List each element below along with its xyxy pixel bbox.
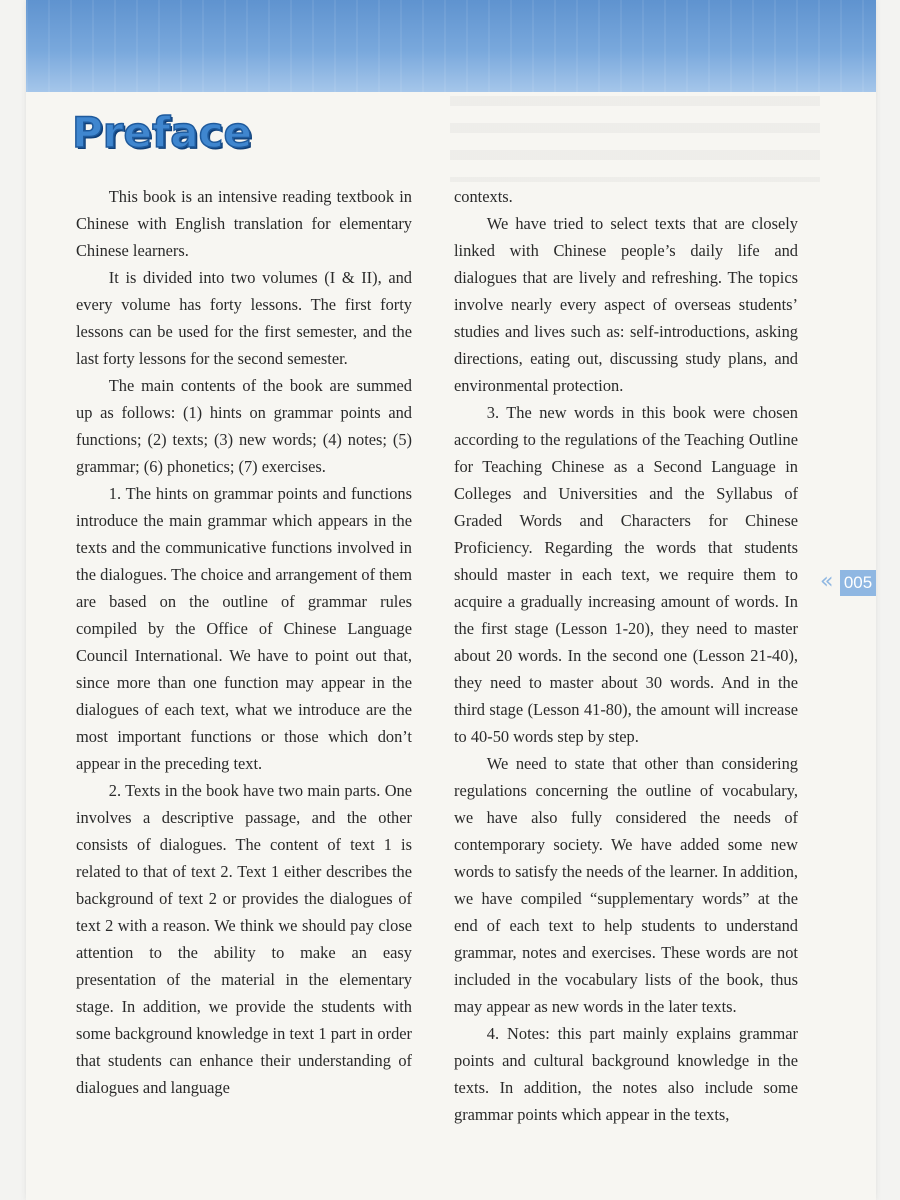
- paragraph: 3. The new words in this book were chosen according to the regulations of the Teaching Outline for Teaching Chinese as a Second Language in Colleges and Universities and the Syllabus of Graded Words and Characters for Chinese Proficiency. Regarding the words that students should master in each text, we require them to acquire a gradually increasing amount of words. In the first stage (Lesson 1-20), they need to master about 20 words. In the second one (Lesson 21-40), they need to master about 30 words. And in the third stage (Lesson 41-80), the amount will increase to 40-50 words step by step.: [454, 403, 798, 746]
- paragraph: The main contents of the book are summed up as follows: (1) hints on grammar points and functions; (2) texts; (3) new words; (4) notes; (5) grammar; (6) phonetics; (7) exercises.: [76, 376, 412, 476]
- paragraph: It is divided into two volumes (I & II), and every volume has forty lessons. The first forty lessons can be used for the first semester, and the last forty lessons for the second semester.: [76, 268, 412, 368]
- header-band: [26, 0, 876, 92]
- paragraph: 2. Texts in the book have two main parts. One involves a descriptive passage, and the other consists of dialogues. The content of text 1 is related to that of text 2. Text 1 either describes the background of text 2 or provides the dialogues of text 2 with a reason. We think we should pay close attention to the ability to make an easy presentation of the material in the elementary stage. In addition, we provide the students with some background knowledge in text 1 part in order that students can enhance their understanding of dialogues and language: [76, 781, 412, 1097]
- header-texture: [26, 0, 876, 92]
- paragraph: We have tried to select texts that are closely linked with Chinese people’s daily life and dialogues that are lively and refreshing. The topics involve nearly every aspect of overseas students’ studies and lives such as: self-introductions, asking directions, eating out, discussing study plans, and environmental protection.: [454, 214, 798, 395]
- show-through-text: [450, 96, 820, 182]
- paragraph: contexts.: [454, 187, 513, 206]
- paragraph: We need to state that other than considering regulations concerning the outline of vocabulary, we have also fully considered the needs of contemporary society. We have added some new words to satisfy the needs of the learner. In addition, we have compiled “supplementary words” at the end of each text to help students to understand grammar, notes and exercises. These words are not included in the vocabulary lists of the book, thus may appear as new words in the later texts.: [454, 754, 798, 1016]
- paragraph: This book is an intensive reading textbook in Chinese with English translation for elementary Chinese learners.: [76, 187, 412, 260]
- page-number-tab: [820, 568, 876, 598]
- left-text-column: [76, 183, 412, 1101]
- page-number: 005: [840, 570, 876, 596]
- right-text-column: [454, 183, 798, 1128]
- page-title: Preface: [72, 108, 252, 157]
- paragraph: 4. Notes: this part mainly explains grammar points and cultural background knowledge in the texts. In addition, the notes also include some grammar points which appear in the texts,: [454, 1024, 798, 1124]
- paragraph: 1. The hints on grammar points and functions introduce the main grammar which appears in the texts and the communicative functions involved in the dialogues. The choice and arrangement of them are based on the outline of grammar rules compiled by the Office of Chinese Language Council International. We have to point out that, since more than one function may appear in the dialogues of each text, what we introduce are the most important functions or those which don’t appear in the preceding text.: [76, 484, 412, 773]
- double-chevron-left-icon: «: [820, 569, 834, 594]
